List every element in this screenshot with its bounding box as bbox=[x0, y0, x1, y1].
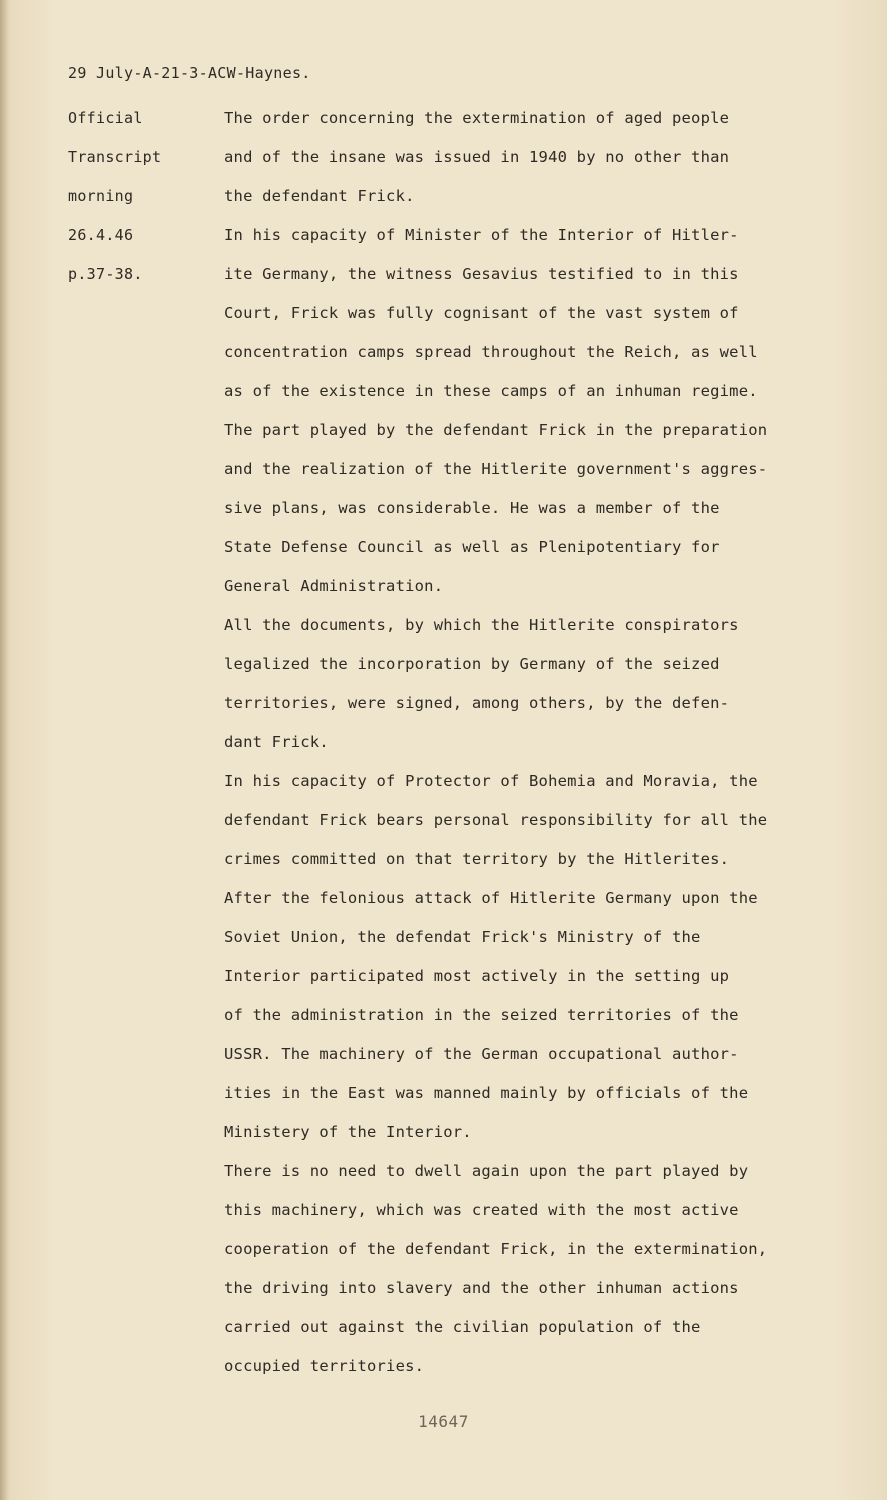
margin-note: 26.4.46 bbox=[68, 226, 134, 244]
text-line: crimes committed on that territory by the Hitlerites. bbox=[224, 850, 730, 868]
text-line: After the felonious attack of Hitlerite Germany upon the bbox=[224, 889, 758, 907]
text-line: Ministery of the Interior. bbox=[224, 1123, 472, 1141]
text-line: General Administration. bbox=[224, 577, 444, 595]
text-line: In his capacity of Protector of Bohemia and Moravia, the bbox=[224, 772, 758, 790]
page-edge-shadow bbox=[0, 0, 10, 1500]
text-line: In his capacity of Minister of the Interior of Hitler- bbox=[224, 226, 739, 244]
text-line: concentration camps spread throughout the Reich, as well bbox=[224, 343, 758, 361]
margin-notes bbox=[68, 106, 218, 301]
text-line: the defendant Frick. bbox=[224, 187, 415, 205]
text-line: territories, were signed, among others, by the defen- bbox=[224, 694, 730, 712]
text-line: sive plans, was considerable. He was a member of the bbox=[224, 499, 720, 517]
text-line: dant Frick. bbox=[224, 733, 329, 751]
text-line: All the documents, by which the Hitlerite conspirators bbox=[224, 616, 739, 634]
text-line: defendant Frick bears personal responsibility for all the bbox=[224, 811, 768, 829]
text-line: carried out against the civilian population of the bbox=[224, 1318, 701, 1336]
text-line: Court, Frick was fully cognisant of the vast system of bbox=[224, 304, 739, 322]
text-line: and of the insane was issued in 1940 by no other than bbox=[224, 148, 730, 166]
text-line: USSR. The machinery of the German occupational author- bbox=[224, 1045, 739, 1063]
margin-note: Official bbox=[68, 109, 143, 127]
text-line: The part played by the defendant Frick in the preparation bbox=[224, 421, 768, 439]
header-reference: 29 July-A-21-3-ACW-Haynes. bbox=[68, 64, 311, 82]
text-line: legalized the incorporation by Germany of the seized bbox=[224, 655, 720, 673]
text-line: as of the existence in these camps of an inhuman regime. bbox=[224, 382, 758, 400]
text-line: of the administration in the seized territories of the bbox=[224, 1006, 739, 1024]
body-text bbox=[224, 106, 824, 1393]
text-line: ite Germany, the witness Gesavius testified to in this bbox=[224, 265, 739, 283]
text-line: There is no need to dwell again upon the part played by bbox=[224, 1162, 749, 1180]
text-line: ities in the East was manned mainly by officials of the bbox=[224, 1084, 749, 1102]
text-line: this machinery, which was created with the most active bbox=[224, 1201, 739, 1219]
margin-note: p.37-38. bbox=[68, 265, 143, 283]
text-line: and the realization of the Hitlerite government's aggres- bbox=[224, 460, 768, 478]
text-line: Interior participated most actively in the setting up bbox=[224, 967, 730, 985]
text-line: Soviet Union, the defendat Frick's Ministry of the bbox=[224, 928, 701, 946]
margin-note: Transcript bbox=[68, 148, 162, 166]
text-line: The order concerning the extermination of aged people bbox=[224, 109, 730, 127]
text-line: occupied territories. bbox=[224, 1357, 425, 1375]
text-line: cooperation of the defendant Frick, in the extermination, bbox=[224, 1240, 768, 1258]
text-line: State Defense Council as well as Plenipotentiary for bbox=[224, 538, 720, 556]
margin-note: morning bbox=[68, 187, 134, 205]
page-number: 14647 bbox=[418, 1412, 469, 1431]
text-line: the driving into slavery and the other inhuman actions bbox=[224, 1279, 739, 1297]
